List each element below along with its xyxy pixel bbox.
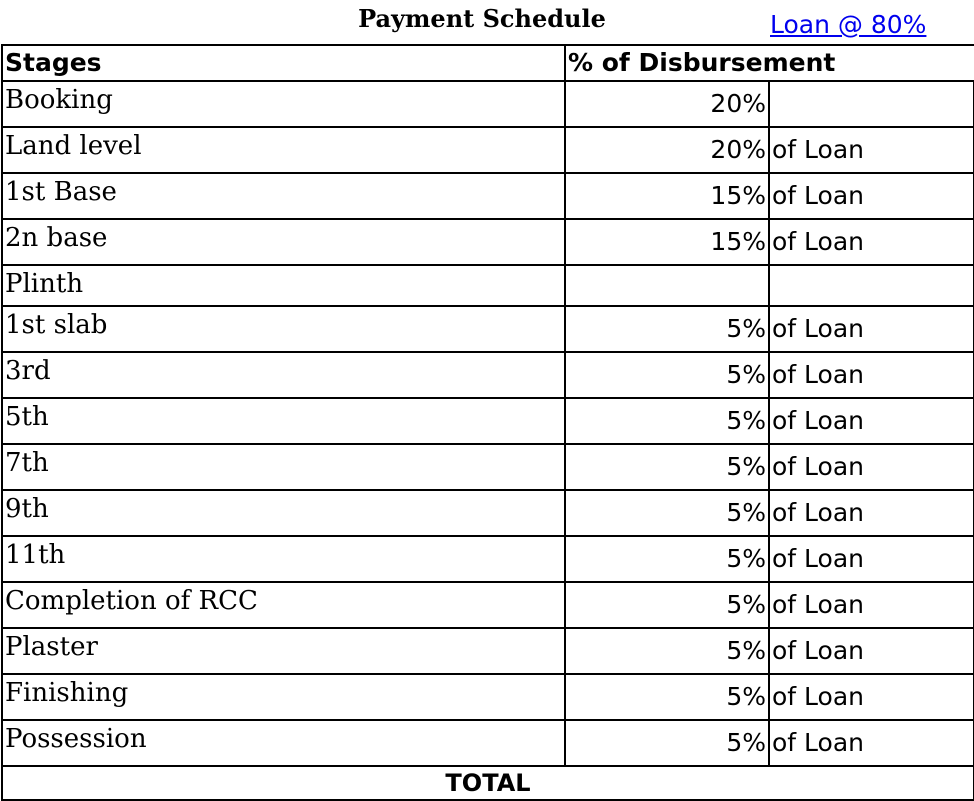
disbursement-percent-cell: 5% <box>565 582 769 628</box>
table-row <box>2 536 974 582</box>
table-row <box>2 352 974 398</box>
table-row <box>2 173 974 219</box>
stage-cell: 2n base <box>2 219 565 265</box>
disbursement-note-cell <box>769 81 974 127</box>
stage-cell: Completion of RCC <box>2 582 565 628</box>
table-row <box>2 490 974 536</box>
disbursement-note-cell <box>769 265 974 306</box>
disbursement-percent-cell: 20% <box>565 81 769 127</box>
disbursement-percent-cell: 15% <box>565 173 769 219</box>
disbursement-percent-cell: 20% <box>565 127 769 173</box>
total-row <box>2 766 974 800</box>
payment-schedule-body <box>2 45 974 800</box>
disbursement-percent-cell: 5% <box>565 490 769 536</box>
disbursement-note-cell: of Loan <box>769 582 974 628</box>
table-row <box>2 306 974 352</box>
table-row <box>2 127 974 173</box>
disbursement-percent-cell: 5% <box>565 674 769 720</box>
page-title: Payment Schedule <box>358 4 606 33</box>
disbursement-percent-cell: 5% <box>565 306 769 352</box>
stage-cell: 11th <box>2 536 565 582</box>
header-stages: Stages <box>2 45 565 81</box>
disbursement-percent-cell: 5% <box>565 352 769 398</box>
disbursement-note-cell: of Loan <box>769 628 974 674</box>
disbursement-percent-cell <box>565 265 769 306</box>
stage-cell: Plaster <box>2 628 565 674</box>
table-row <box>2 398 974 444</box>
loan-link[interactable]: Loan @ 80% <box>770 10 927 39</box>
table-row <box>2 219 974 265</box>
table-row <box>2 720 974 766</box>
disbursement-note-cell: of Loan <box>769 127 974 173</box>
disbursement-note-cell: of Loan <box>769 536 974 582</box>
stage-cell: Finishing <box>2 674 565 720</box>
table-row <box>2 444 974 490</box>
disbursement-percent-cell: 5% <box>565 444 769 490</box>
disbursement-note-cell: of Loan <box>769 444 974 490</box>
table-row <box>2 81 974 127</box>
disbursement-note-cell: of Loan <box>769 219 974 265</box>
disbursement-note-cell: of Loan <box>769 306 974 352</box>
stage-cell: 9th <box>2 490 565 536</box>
disbursement-note-cell: of Loan <box>769 490 974 536</box>
disbursement-note-cell: of Loan <box>769 720 974 766</box>
stage-cell: Land level <box>2 127 565 173</box>
stage-cell: Plinth <box>2 265 565 306</box>
disbursement-percent-cell: 5% <box>565 720 769 766</box>
stage-cell: Possession <box>2 720 565 766</box>
table-row <box>2 674 974 720</box>
disbursement-percent-cell: 5% <box>565 536 769 582</box>
payment-schedule-table <box>1 44 974 801</box>
stage-cell: 7th <box>2 444 565 490</box>
disbursement-percent-cell: 5% <box>565 628 769 674</box>
disbursement-percent-cell: 5% <box>565 398 769 444</box>
stage-cell: 5th <box>2 398 565 444</box>
stage-cell: Booking <box>2 81 565 127</box>
disbursement-note-cell: of Loan <box>769 398 974 444</box>
disbursement-percent-cell: 15% <box>565 219 769 265</box>
table-row <box>2 582 974 628</box>
table-header-row <box>2 45 974 81</box>
stage-cell: 1st Base <box>2 173 565 219</box>
disbursement-note-cell: of Loan <box>769 173 974 219</box>
total-label: TOTAL <box>2 766 974 800</box>
stage-cell: 3rd <box>2 352 565 398</box>
disbursement-note-cell: of Loan <box>769 674 974 720</box>
header-disbursement: % of Disbursement <box>565 45 974 81</box>
table-row <box>2 628 974 674</box>
stage-cell: 1st slab <box>2 306 565 352</box>
table-row <box>2 265 974 306</box>
disbursement-note-cell: of Loan <box>769 352 974 398</box>
